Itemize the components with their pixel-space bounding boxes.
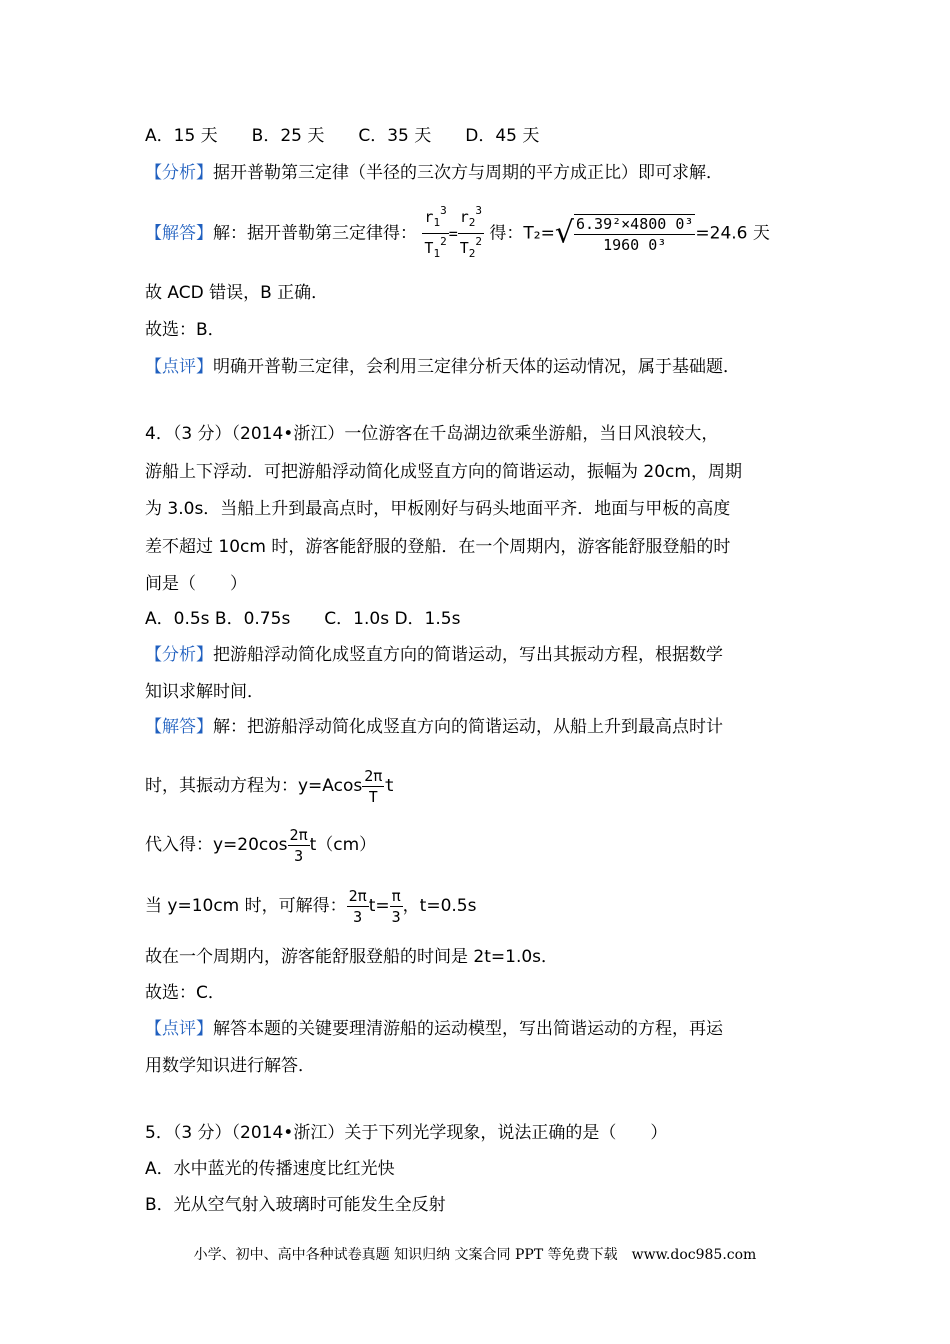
kepler-ratio-left: $\frac{r_1^3}{T_1^2}$ [424, 204, 447, 260]
q4-choice: 故选：C． [145, 983, 225, 1003]
q5-option-b: B．光从空气射入玻璃时可能发生全反射 [145, 1195, 446, 1215]
eq3-numerator-1: 2π [348, 886, 367, 905]
comment-text: 明确开普勒三定律，会利用三定律分析天体的运动情况，属于基础题． [213, 357, 740, 377]
q5-stem: 5．（3 分）（2014•浙江）关于下列光学现象，说法正确的是（ ） [145, 1123, 668, 1143]
eq1-prefix: 时，其振动方程为：y=Acos [145, 776, 363, 796]
eq2-suffix: t（cm） [309, 835, 377, 855]
q4-equation-3 [145, 882, 476, 930]
comment-text: 解答本题的关键要理清游船的运动模型，写出简谐运动的方程，再运 [213, 1019, 723, 1039]
q4-stem-line-5: 间是（ ） [145, 574, 247, 594]
q3-choice: 故选：B． [145, 320, 225, 340]
eq1-numerator: 2π [364, 766, 383, 785]
q3-options: A．15 天 B．25 天 C．35 天 D．45 天 [145, 126, 540, 146]
eq2-denominator: 3 [294, 846, 304, 865]
eq2-fraction [288, 826, 310, 865]
eq2-numerator: 2π [289, 825, 308, 844]
q4-equation-2 [145, 821, 376, 869]
eq3-fraction-2 [390, 887, 403, 926]
analysis-text: 把游船浮动简化成竖直方向的简谐运动，写出其振动方程，根据数学 [213, 645, 723, 665]
solution-tag: 【解答】 [145, 717, 213, 737]
solution-result: =24.6 天 [695, 223, 770, 244]
eq3-suffix: ，t=0.5s [402, 896, 477, 916]
eq3-mid: t= [368, 896, 390, 916]
q4-solution [145, 715, 723, 739]
q4-stem-line-3: 为 3.0s．当船上升到最高点时，甲板刚好与码头地面平齐．地面与甲板的高度 [145, 499, 731, 519]
comment-tag: 【点评】 [145, 1019, 213, 1039]
eq1-fraction [362, 767, 384, 806]
q4-comment-cont: 用数学知识进行解答． [145, 1056, 315, 1076]
analysis-tag: 【分析】 [145, 645, 213, 665]
solution-tag: 【解答】 [145, 223, 213, 244]
q4-stem-line-2: 游船上下浮动．可把游船浮动简化成竖直方向的简谐运动，振幅为 20cm，周期 [145, 462, 742, 482]
eq1-suffix: t [384, 776, 395, 796]
comment-tag: 【点评】 [145, 357, 213, 377]
q4-analysis [145, 643, 723, 667]
q4-stem-line-1: 4．（3 分）（2014•浙江）一位游客在千岛湖边欲乘坐游船，当日风浪较大， [145, 424, 719, 444]
kepler-ratio-right: $\frac{r_2^3}{T_2^2}$ [459, 204, 482, 260]
q3-analysis [145, 161, 723, 185]
q4-options: A．0.5s B．0.75s C．1.0s D．1.5s [145, 609, 461, 629]
q5-option-a: A．水中蓝光的传播速度比红光快 [145, 1159, 395, 1179]
q4-analysis-cont: 知识求解时间． [145, 682, 264, 702]
eq3-numerator-2: π [391, 886, 401, 905]
q3-comment [145, 355, 740, 379]
q4-comment [145, 1017, 723, 1041]
eq2-prefix: 代入得：y=20cos [145, 835, 288, 855]
q3-solution: 【解答】解：据开普勒第三定律得： $\frac{r_1^3}{T_1^2}$ = $\frac{r_2^3}{T_2^2}$ 得：T₂=√ $\frac{\text{6.39²×4800 0³}}{\text{1960 0³}}$ =24.6 天 [145, 204, 770, 260]
solution-mid: 得：T₂= [484, 223, 555, 244]
sqrt-denominator: 1960 0³ [603, 235, 667, 254]
eq3-prefix: 当 y=10cm 时，可解得： [145, 896, 347, 916]
eq3-denominator-1: 3 [353, 907, 363, 926]
q4-conclusion: 故在一个周期内，游客能舒服登船的时间是 2t=1.0s． [145, 947, 559, 967]
eq3-fraction-1 [347, 887, 369, 926]
analysis-text: 据开普勒第三定律（半径的三次方与周期的平方成正比）即可求解． [213, 163, 723, 183]
solution-prefix: 解：据开普勒第三定律得： [213, 223, 417, 244]
solution-text: 解：把游船浮动简化成竖直方向的简谐运动，从船上升到最高点时计 [213, 717, 723, 737]
sqrt-sign: √ [554, 215, 574, 251]
q4-equation-1 [145, 762, 395, 810]
eq1-denominator: T [368, 787, 378, 806]
analysis-tag: 【分析】 [145, 163, 213, 183]
sqrt-numerator: 6.39²×4800 0³ [575, 214, 694, 233]
q3-conclusion: 故 ACD 错误，B 正确． [145, 283, 329, 303]
q4-stem-line-4: 差不超过 10cm 时，游客能舒服的登船．在一个周期内，游客能舒服登船的时 [145, 537, 731, 557]
sqrt-fraction [574, 214, 695, 254]
page-footer: 小学、初中、高中各种试卷真题 知识归纳 文案合同 PPT 等免费下载 www.doc985.com [193, 1247, 757, 1263]
eq3-denominator-2: 3 [391, 907, 401, 926]
